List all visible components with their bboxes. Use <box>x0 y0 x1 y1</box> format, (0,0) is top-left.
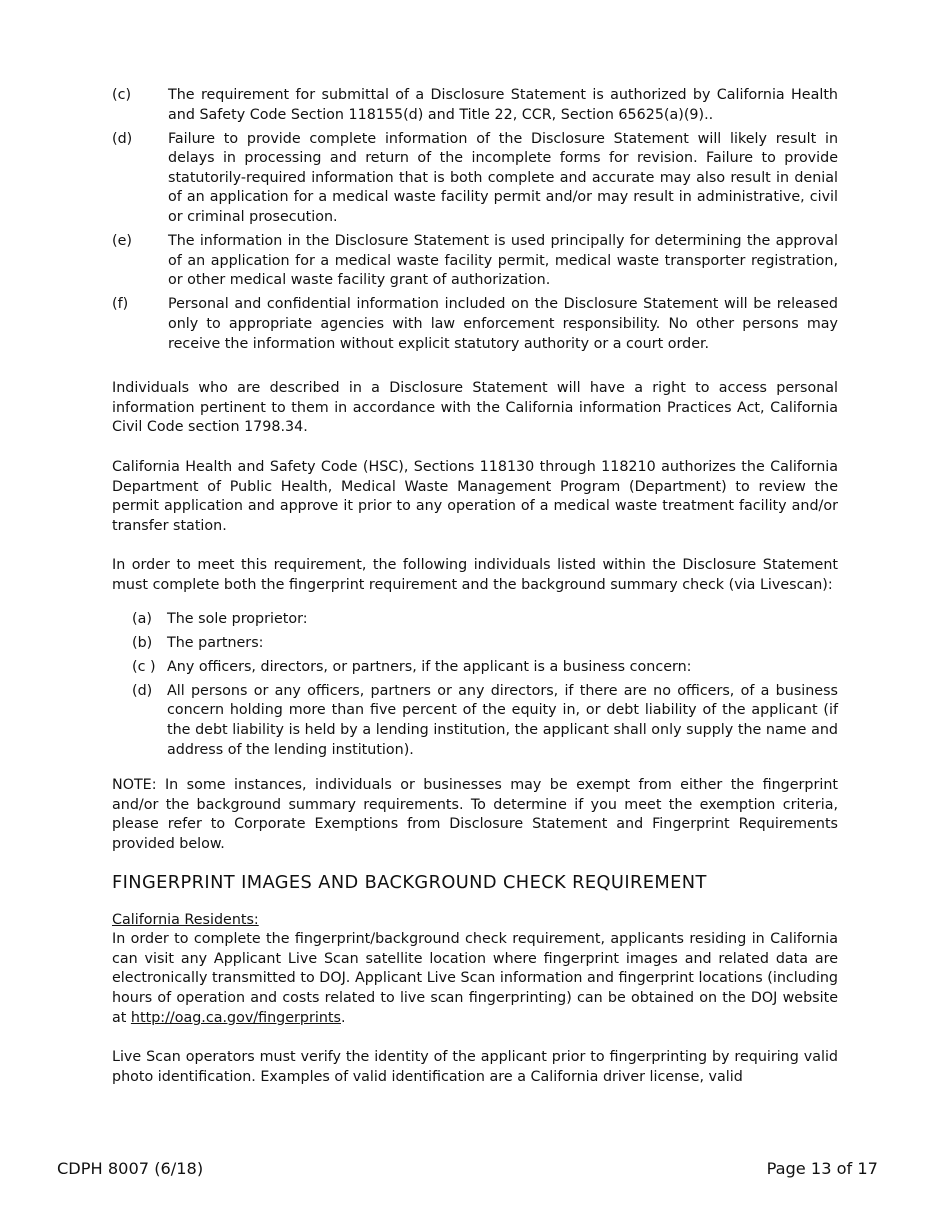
list-item <box>112 232 838 291</box>
page-number: Page 13 of 17 <box>766 1159 878 1178</box>
item-text: The information in the Disclosure Statement is used principally for determining the approval of an application for a medical waste facility permit, medical waste transporter registration, or other medical waste facility grant of authorization. <box>168 233 838 289</box>
item-label: (d) <box>132 682 153 699</box>
item-label: (c ) <box>132 658 156 675</box>
item-text: The sole proprietor: <box>167 610 308 627</box>
list-item <box>112 295 838 354</box>
item-text: Personal and confidential information included on the Disclosure Statement will be released only to appropriate agencies with law enforcement responsibility. No other persons may receive the information without explicit statutory authority or a court order. <box>168 296 838 352</box>
doj-fingerprints-link[interactable]: http://oag.ca.gov/fingerprints <box>130 1009 341 1026</box>
residents-block <box>112 911 838 1029</box>
item-text: The partners: <box>167 634 264 651</box>
item-label: (d) <box>112 130 133 147</box>
disclosure-items <box>112 86 838 354</box>
residents-text: In order to complete the fingerprint/background check requirement, applicants residing in California can visit any Applicant Live Scan satellite location where fingerprint images and related data are electronically transmitted to DOJ. Applicant Live Scan information and fingerprint locations (including hours of operation and costs related to live scan fingerprinting) can be obtained on the DOJ website at <box>112 931 838 1026</box>
individuals-list <box>112 610 838 761</box>
section-heading: FINGERPRINT IMAGES AND BACKGROUND CHECK REQUIREMENT <box>112 871 707 893</box>
document-page <box>112 86 838 1087</box>
list-item <box>112 130 838 228</box>
note-paragraph: NOTE: In some instances, individuals or businesses may be exempt from either the fingerprint and/or the background summary requirements. To determine if you meet the exemption criteria, please refer to Corporate Exemptions from Disclosure Statement and Fingerprint Requirements provided below. <box>112 777 838 852</box>
list-item <box>112 610 838 630</box>
item-text: The requirement for submittal of a Disclosure Statement is authorized by California Health and Safety Code Section 118155(d) and Title 22, CCR, Section 65625(a)(9).. <box>168 87 838 123</box>
hsc-paragraph: California Health and Safety Code (HSC), Sections 118130 through 118210 authorizes the California Department of Public Health, Medical Waste Management Program (Department) to review the permit application and approve it prior to any operation of a medical waste treatment facility and/or transfer station. <box>112 459 838 534</box>
list-item <box>112 634 838 654</box>
list-item <box>112 86 838 125</box>
form-id: CDPH 8007 (6/18) <box>57 1159 204 1178</box>
list-item <box>112 682 838 760</box>
item-text: Failure to provide complete information of the Disclosure Statement will likely result in delays in processing and return of the incomplete forms for revision. Failure to provide statutorily-required information that is both complete and accurate may also result in denial of an application for a medical waste facility permit and/or may result in administrative, civil or criminal prosecution. <box>168 130 838 226</box>
list-item <box>112 658 838 678</box>
item-label: (c) <box>112 87 132 103</box>
item-text: Any officers, directors, or partners, if the applicant is a business concern: <box>167 658 692 675</box>
item-text: All persons or any officers, partners or any directors, if there are no officers, of a business concern holding more than five percent of the equity in, or debt liability of the applicant (if the debt liability is held by a lending institution, the applicant shall only supply the name and address of the lending institution). <box>167 682 838 758</box>
residents-title: California Residents: <box>112 911 259 928</box>
item-label: (b) <box>132 634 153 651</box>
item-label: (e) <box>112 233 132 250</box>
requirement-paragraph: In order to meet this requirement, the following individuals listed within the Disclosure Statement must complete both the fingerprint requirement and the background summary check (via Livescan): <box>112 557 838 593</box>
access-paragraph: Individuals who are described in a Disclosure Statement will have a right to access personal information pertinent to them in accordance with the California information Practices Act, California Civil Code section 1798.34. <box>112 380 838 436</box>
livescan-paragraph: Live Scan operators must verify the identity of the applicant prior to fingerprinting by requiring valid photo identification. Examples of valid identification are a California driver license, valid <box>112 1049 838 1085</box>
residents-end: . <box>340 1009 346 1026</box>
item-label: (f) <box>112 296 129 313</box>
item-label: (a) <box>132 610 152 627</box>
residents-paragraph <box>112 930 838 1028</box>
